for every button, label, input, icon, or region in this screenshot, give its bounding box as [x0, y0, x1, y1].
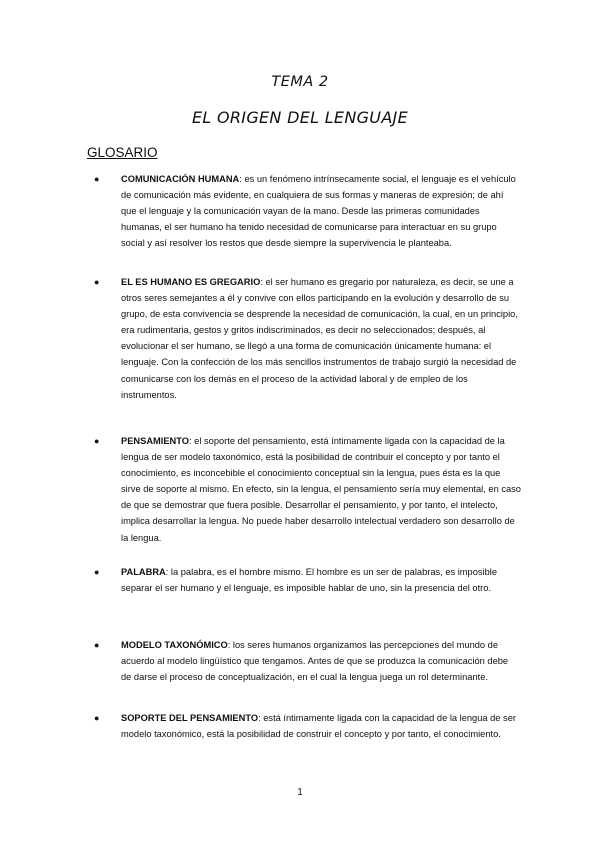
- bullet-icon: ●: [94, 436, 100, 446]
- glossary-term: COMUNICACIÓN HUMANA: [121, 174, 240, 184]
- glossary-definition: : está íntimamente ligada con la capacidad de la lengua de ser modelo taxonómico, está la posibilidad de construir el concepto y por tanto, el conocimiento.: [121, 713, 516, 740]
- glossary-definition: : la palabra, es el hombre mismo. El hombre es un ser de palabras, es imposible separar el ser humano y el lenguaje, es imposible hablar de uno, sin la presencia del otro.: [121, 567, 497, 594]
- glossary-definition: : el ser humano es gregario por naturaleza, es decir, se une a otros seres semejantes a él y convive con ellos participando en la evolución y desarrollo de su grupo, de esta convivencia se desprende la necesidad de comunicación, la cual, en un principio, era rudimentaria, gestos y gritos indiscriminados, es decir no seleccionados; después, al evolucionar el ser humano, se llegó a una forma de comunicación únicamente humana: el lenguaje. Con la confección de los más sencillos instrumentos de trabajo surgió la necesidad de comunicarse con los demás en el proceso de la actividad laboral y de empleo de los instrumentos.: [121, 277, 518, 400]
- bullet-icon: ●: [94, 277, 100, 287]
- glossary-definition: : el soporte del pensamiento, está íntimamente ligada con la capacidad de la lengua de ser modelo taxonómico, está la posibilidad de contribuir el concepto y por tanto el conocimiento, es inconcebible el conocimiento conceptual sin la lengua, pues ésta es la que sirve de soporte al mismo. En efecto, sin la lengua, el pensamiento sería muy elemental, en caso de que se demostrar que fuera posible. Desarrollar el pensamiento, y por tanto, el intelecto, implica desarrollar la lengua. No puede haber desarrollo intelectual verdadero son desarrollo de la lengua.: [121, 436, 521, 543]
- glossary-item-modelo-taxonomico: [94, 637, 521, 685]
- glossary-item-comunicacion-humana: [94, 171, 521, 251]
- bullet-icon: ●: [94, 567, 100, 577]
- glossary-definition: : es un fenómeno intrínsecamente social, el lenguaje es el vehículo de comunicación más evidente, en cualquiera de sus formas y maneras de expresión; de ahí que el lenguaje y la comunicación vayan de la mano. Desde las primeras comunidades humanas, el ser humano ha tenido necesidad de comunicarse para interactuar en su grupo social y así resolver los restos que desde siempre la supervivencia le planteaba.: [121, 174, 516, 249]
- glossary-item-palabra: [94, 564, 521, 596]
- page-title: EL ORIGEN DEL LENGUAJE: [191, 108, 408, 127]
- glossary-item-soporte-pensamiento: [94, 710, 521, 742]
- page-number: 1: [297, 787, 303, 798]
- glossary-term: MODELO TAXONÓMICO: [121, 640, 228, 650]
- glossary-term: PALABRA: [121, 567, 166, 577]
- section-heading-glosario: GLOSARIO: [87, 145, 158, 160]
- glossary-term: SOPORTE DEL PENSAMIENTO: [121, 713, 259, 723]
- glossary-definition: : los seres humanos organizamos las percepciones del mundo de acuerdo al modelo lingüístico que tengamos. Antes de que se produzca la comunicación debe de darse el proceso de conceptualización, en el cual la lengua juega un rol determinante.: [121, 640, 509, 683]
- bullet-icon: ●: [94, 174, 100, 184]
- glossary-item-pensamiento: [94, 433, 521, 546]
- bullet-icon: ●: [94, 713, 100, 723]
- glossary-item-gregario: [94, 274, 521, 403]
- bullet-icon: ●: [94, 640, 100, 650]
- tema-heading: TEMA 2: [271, 74, 329, 90]
- glossary-term: EL ES HUMANO ES GREGARIO: [121, 277, 261, 287]
- glossary-term: PENSAMIENTO: [121, 436, 190, 446]
